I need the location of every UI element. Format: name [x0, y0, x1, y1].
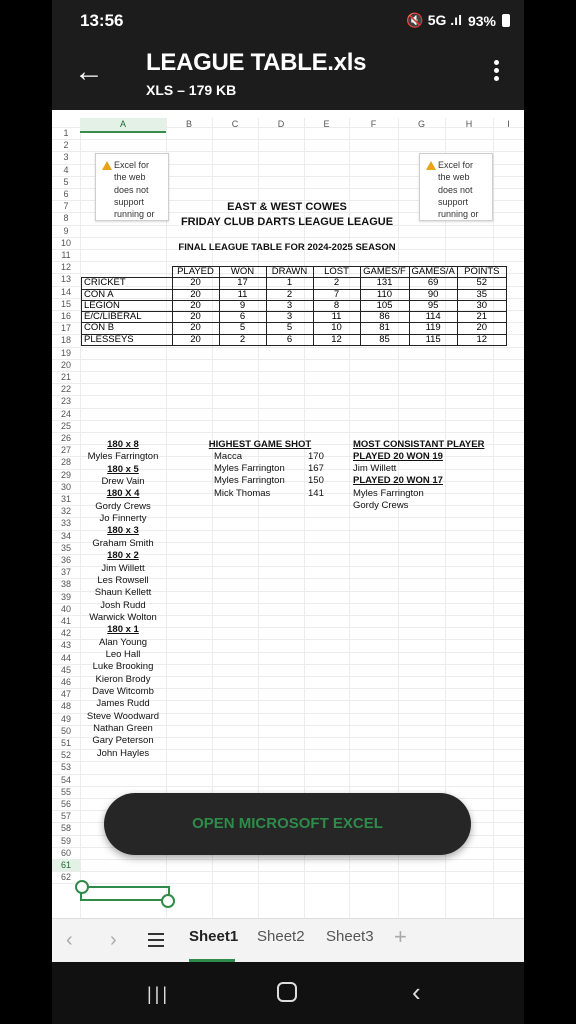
player-name: Jo Finnerty — [99, 513, 147, 525]
player-name: Kieron Brody — [95, 673, 151, 685]
row-header[interactable]: 58 — [60, 823, 71, 834]
player-name: Nathan Green — [93, 723, 153, 735]
league-header-cell: DRAWN — [266, 267, 313, 278]
achievement-heading: 180 x 5 — [107, 463, 139, 475]
row-header[interactable]: 50 — [60, 725, 71, 736]
row-header[interactable]: 47 — [60, 689, 71, 700]
row-header[interactable]: 25 — [60, 420, 71, 431]
notice-text: Excel for the web does not support running or — [438, 160, 479, 220]
row-header[interactable]: 7 — [63, 201, 69, 212]
column-header[interactable]: D — [277, 119, 285, 129]
team-name: CRICKET — [82, 278, 173, 289]
row-header[interactable]: 14 — [60, 286, 71, 297]
player-name: Graham Smith — [92, 537, 154, 549]
column-header[interactable]: A — [80, 118, 166, 133]
row-header[interactable]: 31 — [60, 494, 71, 504]
player-name: John Hayles — [96, 747, 150, 759]
player-name: Josh Rudd — [100, 599, 146, 611]
row-header[interactable]: 9 — [63, 225, 69, 236]
row-header[interactable]: 12 — [60, 262, 71, 273]
gridline — [52, 774, 524, 775]
player-name: Jim Willett — [101, 562, 145, 574]
row-header[interactable]: 26 — [60, 433, 71, 443]
file-meta: XLS – 179 KB — [146, 82, 237, 98]
league-cell: 20 — [172, 323, 219, 334]
row-header[interactable]: 15 — [60, 298, 71, 309]
league-row — [82, 334, 507, 345]
league-cell: 52 — [457, 278, 506, 289]
player-name: Warwick Wolton — [89, 611, 157, 623]
sheet-tab-bar — [52, 918, 524, 963]
gridline — [52, 383, 524, 384]
league-cell: 110 — [360, 289, 409, 300]
league-cell: 20 — [172, 300, 219, 311]
gridline — [493, 118, 494, 920]
league-cell: 81 — [360, 323, 409, 334]
league-cell: 21 — [457, 312, 506, 323]
achievement-heading: 180 x 1 — [107, 624, 139, 636]
league-cell: 30 — [457, 300, 506, 311]
row-header[interactable]: 11 — [61, 250, 71, 260]
league-cell: 3 — [266, 312, 313, 323]
row-header[interactable]: 38 — [60, 579, 71, 590]
achievement-heading: 180 X 4 — [106, 488, 140, 500]
player-name: Steve Woodward — [86, 710, 160, 722]
league-cell: 3 — [266, 300, 313, 311]
system-nav-bar — [52, 962, 524, 1024]
gridline — [52, 139, 524, 140]
league-cell: 12 — [457, 334, 506, 345]
row-header[interactable]: 55 — [60, 786, 71, 797]
row-header[interactable]: 27 — [60, 445, 71, 456]
league-cell: 7 — [313, 289, 360, 300]
gridline — [52, 237, 524, 238]
row-header[interactable]: 32 — [60, 506, 71, 517]
row-header[interactable]: 59 — [60, 835, 71, 846]
unsupported-content-notice — [419, 153, 493, 221]
shot-player: Myles Farrington — [214, 475, 285, 487]
row-header[interactable]: 61 — [52, 859, 80, 871]
row-header[interactable]: 13 — [60, 274, 71, 285]
league-cell: 86 — [360, 312, 409, 323]
warning-icon — [102, 161, 112, 170]
player-name: Les Rowsell — [97, 574, 149, 586]
back-arrow-icon[interactable]: ← — [74, 55, 104, 88]
league-cell: 11 — [219, 289, 266, 300]
player-name: Luke Brooking — [92, 661, 154, 673]
row-header[interactable]: 19 — [60, 347, 71, 358]
player-name: Gordy Crews — [95, 500, 151, 512]
team-name: LEGION — [82, 300, 173, 311]
row-header[interactable]: 60 — [60, 847, 71, 858]
row-header[interactable]: 20 — [60, 359, 71, 370]
league-cell: 9 — [219, 300, 266, 311]
player-name: Drew Vain — [101, 476, 145, 488]
league-cell: 10 — [313, 323, 360, 334]
league-cell: 35 — [457, 289, 506, 300]
league-cell: 20 — [172, 334, 219, 345]
league-cell: 5 — [266, 323, 313, 334]
sheet-title: EAST & WEST COWES — [227, 201, 347, 213]
league-cell: 114 — [409, 312, 457, 323]
row-header[interactable]: 35 — [60, 542, 71, 553]
tab-sheet2[interactable]: Sheet2 — [257, 928, 305, 945]
player-name: Alan Young — [98, 636, 148, 648]
season-title: FINAL LEAGUE TABLE FOR 2024-2025 SEASON — [178, 242, 396, 253]
row-header[interactable]: 16 — [60, 311, 71, 321]
row-header[interactable]: 22 — [60, 384, 71, 395]
player-name: Jim Willett — [353, 463, 397, 475]
row-header[interactable]: 1 — [63, 128, 69, 138]
row-header[interactable]: 30 — [60, 481, 71, 492]
row-header[interactable]: 51 — [60, 738, 71, 748]
league-table — [81, 266, 507, 346]
player-name: Myles Farrington — [353, 487, 424, 499]
league-row — [82, 300, 507, 311]
gridline — [52, 786, 524, 787]
achievement-heading: 180 x 3 — [107, 525, 139, 537]
league-cell: 1 — [266, 278, 313, 289]
app-header — [52, 44, 524, 110]
achievement-heading: 180 x 8 — [107, 439, 139, 450]
row-header[interactable]: 46 — [60, 677, 71, 687]
team-name: E/C/LIBERAL — [82, 312, 173, 323]
league-cell: 119 — [409, 323, 457, 334]
row-header[interactable]: 42 — [60, 628, 71, 639]
row-header[interactable]: 48 — [60, 701, 71, 712]
gridline — [52, 871, 524, 872]
unsupported-content-notice — [95, 153, 169, 221]
player-name: Gordy Crews — [353, 499, 409, 511]
team-name: CON A — [82, 289, 173, 300]
gridline — [52, 420, 524, 421]
shot-score: 170 — [308, 451, 324, 462]
league-header-cell: POINTS — [457, 267, 506, 278]
league-cell: 105 — [360, 300, 409, 311]
recents-icon[interactable]: ||| — [147, 984, 171, 1004]
row-header[interactable]: 17 — [60, 323, 71, 334]
row-header[interactable]: 5 — [63, 176, 69, 187]
row-header[interactable]: 37 — [60, 567, 71, 578]
gridline — [52, 261, 524, 262]
league-header-cell: PLAYED — [172, 267, 219, 278]
column-header[interactable]: I — [507, 119, 510, 129]
league-cell: 90 — [409, 289, 457, 300]
gridline — [52, 883, 524, 884]
row-header[interactable]: 56 — [60, 799, 71, 809]
row-header[interactable]: 18 — [60, 335, 71, 346]
phone-screen — [52, 0, 524, 1024]
open-excel-button[interactable]: OPEN MICROSOFT EXCEL — [104, 793, 471, 855]
row-header[interactable]: 6 — [63, 189, 69, 199]
next-sheet-icon[interactable]: › — [110, 929, 117, 951]
home-icon[interactable] — [277, 982, 297, 1002]
shot-score: 167 — [308, 463, 324, 475]
tab-sheet3[interactable]: Sheet3 — [326, 928, 374, 945]
row-header[interactable]: 23 — [60, 396, 71, 407]
league-cell: 6 — [219, 312, 266, 323]
sheet-menu-icon[interactable] — [148, 933, 164, 951]
row-header[interactable]: 45 — [60, 664, 71, 675]
team-name: PLESSEYS — [82, 334, 173, 345]
league-header-cell: GAMES/A — [409, 267, 457, 278]
league-cell: 20 — [172, 312, 219, 323]
league-cell: 12 — [313, 334, 360, 345]
row-header[interactable]: 54 — [60, 774, 71, 785]
league-header-row — [82, 267, 507, 278]
selection-handle[interactable] — [161, 894, 175, 908]
league-row — [82, 289, 507, 300]
league-cell: 85 — [360, 334, 409, 345]
league-cell: 69 — [409, 278, 457, 289]
more-options-icon[interactable] — [494, 60, 500, 84]
team-name: CON B — [82, 323, 173, 334]
row-header[interactable]: 8 — [63, 213, 69, 224]
row-header[interactable]: 57 — [60, 811, 71, 822]
league-cell: 11 — [313, 312, 360, 323]
record-heading: PLAYED 20 WON 19 — [353, 451, 443, 462]
league-header-cell: LOST — [313, 267, 360, 278]
player-name: Dave Witcomb — [92, 686, 154, 697]
column-header[interactable]: C — [231, 119, 239, 129]
warning-icon — [426, 161, 436, 170]
record-heading: PLAYED 20 WON 17 — [353, 475, 443, 487]
player-name: Gary Peterson — [92, 735, 154, 747]
battery-icon — [502, 14, 510, 27]
row-header[interactable]: 34 — [60, 530, 71, 541]
spreadsheet-view[interactable] — [52, 110, 524, 920]
row-header[interactable]: 3 — [63, 152, 69, 163]
player-name: James Rudd — [96, 698, 150, 710]
achievement-heading: 180 x 2 — [107, 550, 139, 562]
shot-player: Mick Thomas — [214, 487, 271, 499]
row-header[interactable]: 49 — [60, 713, 71, 724]
league-cell: 20 — [172, 278, 219, 289]
row-header[interactable]: 36 — [60, 555, 71, 565]
gridline — [52, 432, 524, 433]
row-header[interactable]: 2 — [63, 140, 69, 151]
status-icons — [406, 12, 510, 29]
player-name: Myles Farrington — [87, 451, 159, 463]
gridline — [52, 371, 524, 372]
league-row — [82, 278, 507, 289]
battery-level: 93% — [467, 12, 496, 29]
league-cell: 131 — [360, 278, 409, 289]
highest-shot-title: HIGHEST GAME SHOT — [208, 439, 312, 450]
gridline — [52, 347, 524, 348]
tab-sheet1[interactable]: Sheet1 — [189, 928, 239, 945]
league-cell: 17 — [219, 278, 266, 289]
player-name: Leo Hall — [105, 648, 141, 660]
row-header[interactable]: 43 — [60, 640, 71, 651]
player-name: Shaun Kellett — [94, 587, 152, 599]
notice-text: Excel for the web does not support running or — [114, 160, 155, 220]
status-bar — [52, 0, 524, 44]
nav-back-icon[interactable]: ‹ — [412, 977, 421, 1007]
row-header[interactable]: 53 — [60, 762, 71, 773]
shot-score: 150 — [308, 475, 324, 487]
row-header[interactable]: 29 — [60, 469, 71, 480]
league-cell: 5 — [219, 323, 266, 334]
row-header[interactable]: 21 — [60, 372, 71, 382]
league-row — [82, 312, 507, 323]
row-header[interactable]: 40 — [60, 603, 71, 614]
cell-selection[interactable] — [80, 886, 170, 901]
shot-score: 141 — [308, 487, 324, 499]
league-cell: 8 — [313, 300, 360, 311]
add-sheet-icon[interactable]: + — [394, 924, 407, 949]
gridline — [52, 408, 524, 409]
row-header[interactable]: 39 — [60, 591, 71, 602]
row-header[interactable]: 4 — [63, 164, 69, 175]
league-row — [82, 323, 507, 334]
league-cell: 20 — [457, 323, 506, 334]
gridline — [52, 395, 524, 396]
shot-player: Macca — [214, 451, 242, 462]
consistent-player-title: MOST CONSISTANT PLAYER — [353, 439, 485, 450]
league-cell: 115 — [409, 334, 457, 345]
league-cell: 6 — [266, 334, 313, 345]
column-header[interactable]: G — [417, 119, 425, 129]
column-header[interactable]: E — [323, 119, 330, 129]
sheet-subtitle: FRIDAY CLUB DARTS LEAGUE LEAGUE — [180, 216, 394, 228]
file-name: LEAGUE TABLE.xls — [146, 49, 367, 76]
row-header[interactable]: 28 — [60, 457, 71, 468]
row-header[interactable]: 24 — [60, 408, 71, 419]
gridline — [52, 859, 524, 860]
column-header[interactable]: B — [185, 119, 192, 129]
row-header[interactable]: 62 — [60, 872, 71, 883]
gridline — [52, 359, 524, 360]
league-header-cell: WON — [219, 267, 266, 278]
shot-player: Myles Farrington — [214, 463, 285, 475]
signal-icons: 🔇 5G .ıl — [406, 12, 462, 28]
league-cell: 2 — [219, 334, 266, 345]
row-header[interactable]: 44 — [60, 652, 71, 663]
column-header[interactable]: H — [465, 119, 473, 129]
row-header[interactable]: 41 — [60, 616, 71, 626]
league-cell: 2 — [313, 278, 360, 289]
prev-sheet-icon[interactable]: ‹ — [66, 929, 73, 951]
row-header[interactable]: 33 — [60, 518, 71, 529]
status-time: 13:56 — [80, 11, 124, 30]
league-header-cell — [82, 267, 173, 278]
row-header[interactable]: 52 — [60, 750, 71, 761]
column-header[interactable]: F — [370, 119, 377, 129]
league-cell: 20 — [172, 289, 219, 300]
league-cell: 95 — [409, 300, 457, 311]
gridline — [52, 761, 524, 762]
row-header[interactable]: 10 — [60, 237, 71, 248]
league-header-cell: GAMES/F — [360, 267, 409, 278]
league-cell: 2 — [266, 289, 313, 300]
